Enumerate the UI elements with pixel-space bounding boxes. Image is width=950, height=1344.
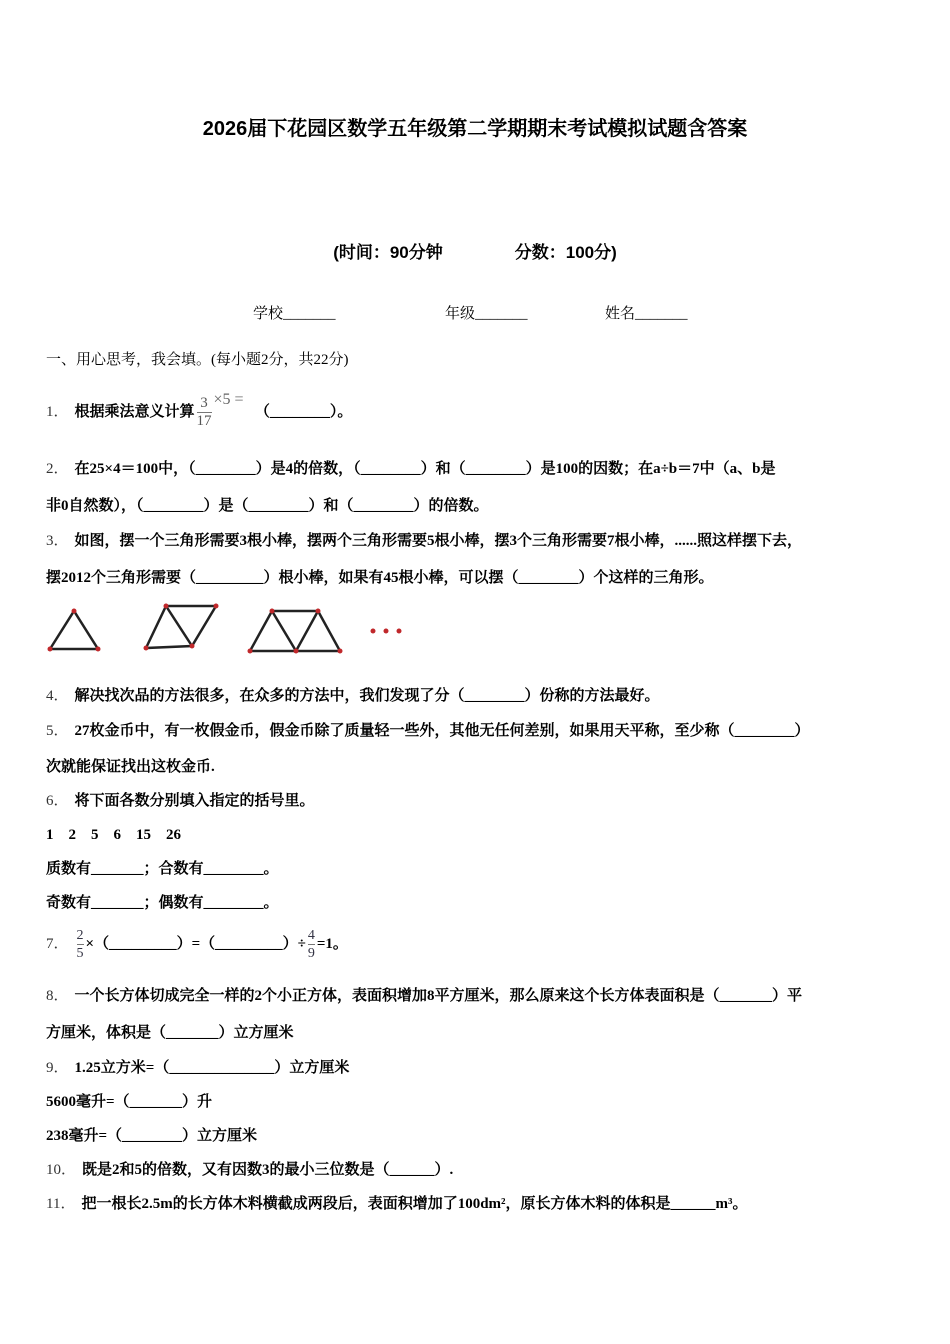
fraction: $\frac{3}{17}$ bbox=[196, 395, 212, 430]
total-score: 分数：100分) bbox=[514, 243, 617, 262]
triangle-sticks-figure bbox=[40, 598, 420, 662]
question-10: 10． 既是2和5的倍数，又有因数3的最小三位数是（______）. bbox=[46, 1162, 454, 1178]
question-5-cont: 次就能保证找出这枚金币. bbox=[46, 759, 215, 775]
question-7: 7． $\frac{2}{5}$ ×（_________）=（_________）÷ $\frac{4}{9}$ =1。 bbox=[46, 928, 348, 962]
question-6: 6． 将下面各数分别填入指定的括号里。 bbox=[46, 793, 315, 809]
grade-field: 年级_______ bbox=[445, 306, 528, 322]
number-list: 1 2 5 6 15 26 bbox=[46, 827, 182, 843]
question-9-part-3: 238毫升=（________）立方厘米 bbox=[46, 1128, 258, 1144]
fraction: $\frac{2}{5}$ bbox=[76, 928, 84, 962]
question-8-cont: 方厘米，体积是（_______）立方厘米 bbox=[46, 1025, 294, 1041]
question-3-cont: 摆2012个三角形需要（_________）根小棒，如果有45根小棒，可以摆（________）个这样的三角形。 bbox=[46, 570, 714, 586]
question-1: 1． 根据乘法意义计算 $\frac{3}{17}$ ×5 = （________）。 bbox=[46, 391, 353, 430]
prime-composite-line: 质数有_______；合数有________。 bbox=[46, 861, 279, 877]
exam-subtitle bbox=[0, 238, 950, 263]
fraction: $\frac{4}{9}$ bbox=[307, 928, 315, 962]
question-8: 8． 一个长方体切成完全一样的2个小正方体，表面积增加8平方厘米，那么原来这个长方体表面积是（_______）平 bbox=[46, 988, 803, 1004]
section-heading: 一、用心思考，我会填。(每小题2分，共22分) bbox=[46, 352, 349, 368]
name-field: 姓名_______ bbox=[605, 306, 688, 322]
question-2: 2． 在25×4＝100中，（________）是4的倍数，（________）和（________）是100的因数；在a÷b＝7中（a、b是 bbox=[46, 461, 776, 477]
odd-even-line: 奇数有_______；偶数有________。 bbox=[46, 895, 279, 911]
question-2-cont: 非0自然数），（________）是（________）和（________）的倍数。 bbox=[46, 498, 489, 514]
time-limit: (时间：90分钟 bbox=[333, 243, 443, 262]
question-4: 4． 解决找次品的方法很多，在众多的方法中，我们发现了分（________）份称的方法最好。 bbox=[46, 688, 660, 704]
question-9: 9． 1.25立方米=（______________）立方厘米 bbox=[46, 1060, 350, 1076]
question-9-part-2: 5600毫升=（_______）升 bbox=[46, 1094, 213, 1110]
question-5: 5． 27枚金币中，有一枚假金币，假金币除了质量轻一些外，其他无任何差别，如果用天平称，至少称（________） bbox=[46, 723, 810, 739]
question-3: 3． 如图，摆一个三角形需要3根小棒，摆两个三角形需要5根小棒，摆3个三角形需要7根小棒，......照这样摆下去， bbox=[46, 533, 803, 549]
question-11: 11． 把一根长2.5m的长方体木料横截成两段后，表面积增加了100dm²，原长方体木料的体积是______m³。 bbox=[46, 1196, 748, 1212]
page-title: 2026届下花园区数学五年级第二学期期末考试模拟试题含答案 bbox=[202, 118, 748, 140]
school-field: 学校_______ bbox=[253, 306, 336, 322]
